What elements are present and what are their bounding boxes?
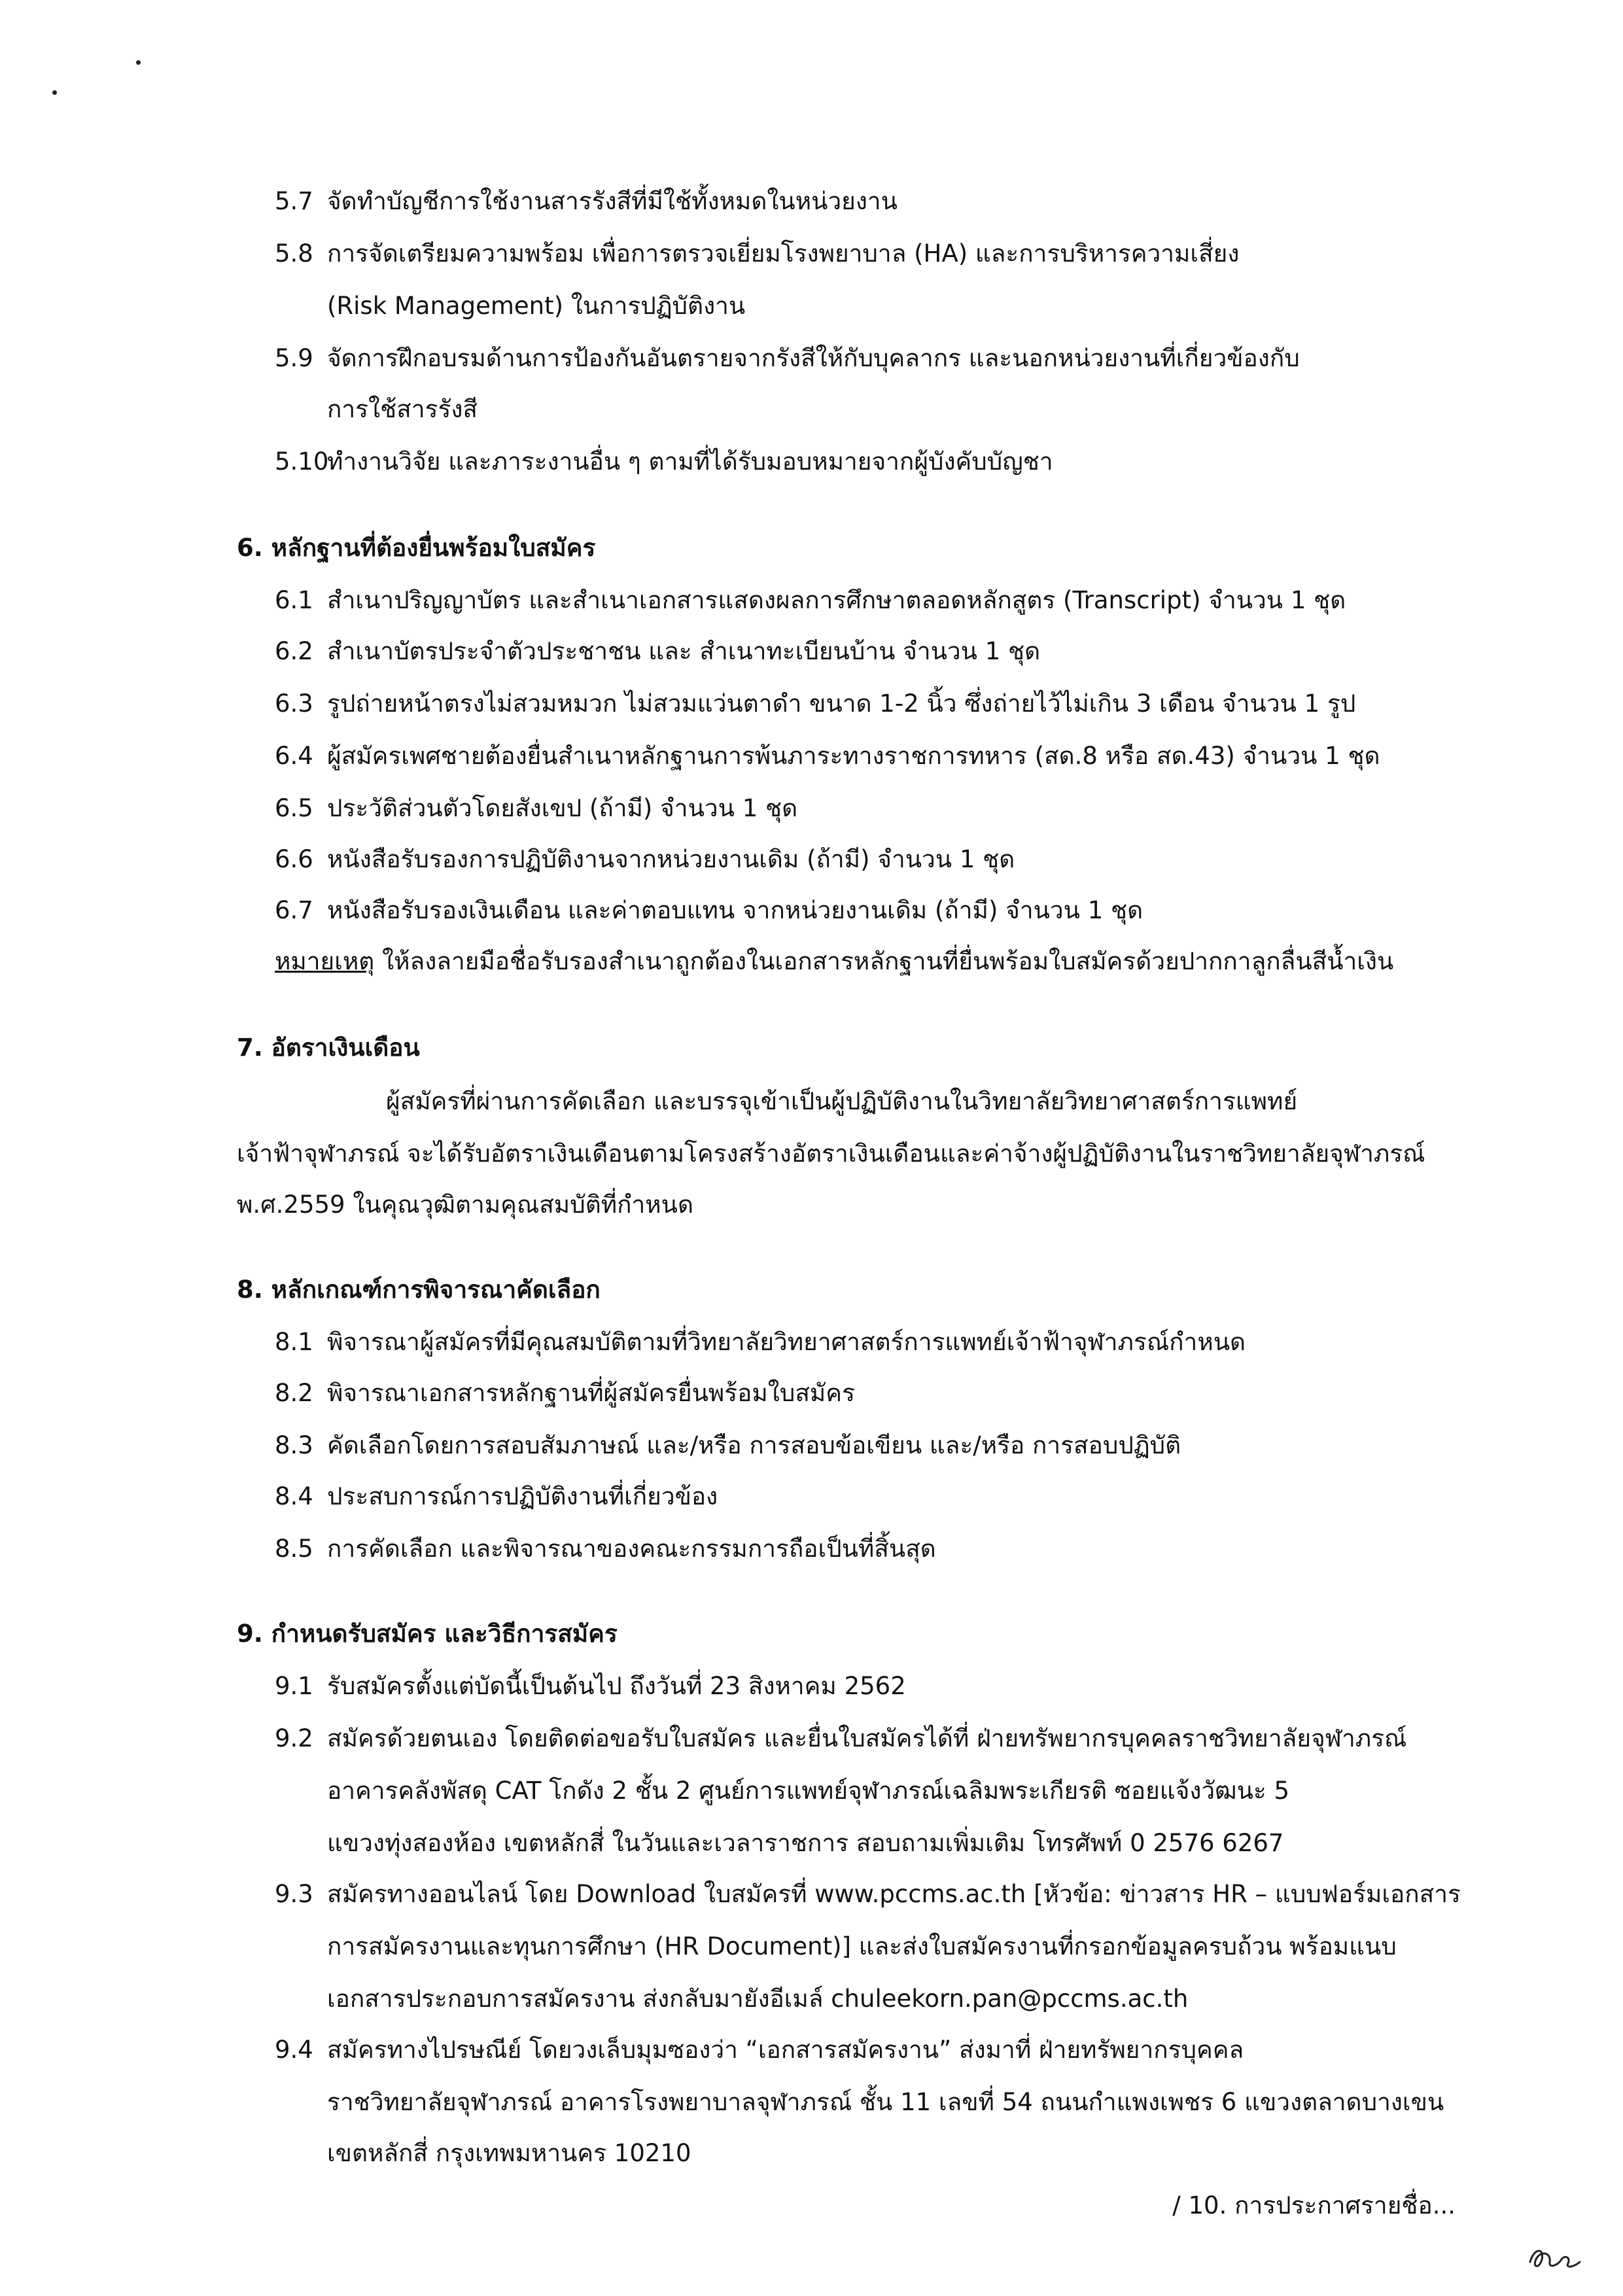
note-text: ให้ลงลายมือชื่อรับรองสำเนาถูกต้องในเอกสารหลักฐานที่ยื่นพร้อมใบสมัครด้วยปากกาลูกลื่นสีน้ำเงิน bbox=[374, 947, 1394, 975]
scan-speck bbox=[52, 90, 57, 95]
initials-signature-icon bbox=[1525, 2236, 1584, 2275]
document-page: 5.7 จัดทำบัญชีการใช้งานสารรังสีที่มีใช้ทั้งหมดในหน่วยงาน 5.8 การจัดเตรียมความพร้อม เพื่อการตรวจเยี่ยมโรงพยาบาล (HA) และการบริหารความเสี่ยง (Risk Management) ในการปฏิบัติงาน 5.9 จัดการฝึกอบรมด้านการป้องกันอันตรายจากรังสีให้กับบุคลากร และนอกหน่วยงานที่เกี่ยวข้องกับ การใช้สารรังสี 5.10 ทำงานวิจัย และภาระงานอื่น ๆ ตามที่ได้รับมอบหมายจากผู้บังคับบัญชา 6. หลักฐานที่ต้องยื่นพร้อมใบสมัคร 6.1 สำเนาปริญญาบัตร และสำเนาเอกสารแสดงผลการศึกษาตลอดหลักสูตร (Transcript) จำนวน 1 ชุด 6.2 สำเนาบัตรประจำตัวประชาชน และ สำเนาทะเบียนบ้าน จำนวน 1 ชุด 6.3 รูปถ่ายหน้าตรงไม่สวมหมวก ไม่สวมแว่นตาดำ ขนาด 1-2 นิ้ว ซึ่งถ่ายไว้ไม่เกิน 3 เดือน จำนวน 1 รูป 6.4 ผู้สมัครเพศชายต้องยื่นสำเนาหลักฐานการพ้นภาระทางราชการทหาร (สด.8 หรือ สด.43) จำนวน 1 ชุด 6.5 ประวัติส่วนตัวโดยสังเขป (ถ้ามี) จำนวน 1 ชุด 6.6 หนังสือรับรองการปฏิบัติงานจากหน่วยงานเดิม (ถ้ามี) จำนวน 1 ชุด 6.7 หนังสือรับรองเงินเดือน และค่าตอบแทน จากหน่วยงานเดิม (ถ้ามี) จำนวน 1 ชุด หมายเหตุ ให้ลงลายมือชื่อรับรองสำเนาถูกต้องในเอกสารหลักฐานที่ยื่นพร้อมใบสมัครด้วยปากกาลูกลื่นสีน้ำเงิน 7. อัตราเงินเดือน ผู้สมัครที่ผ่านการคัดเลือก และบรรจุเข้าเป็นผู้ปฏิบัติงานในวิทยาลัยวิทยาศาสตร์การแพทย์ เจ้าฟ้าจุฬาภรณ์ จะได้รับอัตราเงินเดือนตามโครงสร้างอัตราเงินเดือนและค่าจ้างผู้ปฏิบัติงานในราชวิทยาลัยจุฬาภรณ์ พ.ศ.2559 ในคุณวุฒิตามคุณสมบัติที่กำหนด 8. หลักเกณฑ์การพิจารณาคัดเลือก 8.1 พิจารณาผู้สมัครที่มีคุณสมบัติตามที่วิทยาลัยวิทยาศาสตร์การแพทย์เจ้าฟ้าจุฬาภรณ์กำหนด 8.2 พิจารณาเอกสารหลักฐานที่ผู้สมัครยื่นพร้อมใบสมัคร 8.3 คัดเลือกโดยการสอบสัมภาษณ์ และ/หรือ การสอบข้อเขียน และ/หรือ การสอบปฏิบัติ 8.4 ประสบการณ์การปฏิบัติงานที่เกี่ยวข้อง 8.5 การคัดเลือก และพิจารณาของคณะกรรมการถือเป็นที่สิ้นสุด 9. กำหนดรับสมัคร และวิธีการสมัคร 9.1 รับสมัครตั้งแต่บัดนี้เป็นต้นไป ถึงวันที่ 23 สิงหาคม 2562 9.2 สมัครด้วยตนเอง โดยติดต่อขอรับใบสมัคร และยื่นใบสมัครได้ที่ ฝ่ายทรัพยากรบุคคลราชวิทยาลัยจุฬาภรณ์ อาคารคลังพัสดุ CAT โกดัง 2 ชั้น 2 ศูนย์การแพทย์จุฬาภรณ์เฉลิมพระเกียรติ ซอยแจ้งวัฒนะ 5 แขวงทุ่งสองห้อง เขตหลักสี่ ในวันและเวลาราชการ สอบถามเพิ่มเติม โทรศัพท์ 0 2576 6267 9.3 สมัครทางออนไลน์ โดย Download ใบสมัครที่ www.pccms.ac.th [หัวข้อ: ข่าวสาร HR – แบบฟอร์มเอกสาร การสมัครงานและทุนการศึกษา (HR Document)] และส่งใบสมัครงานที่กรอกข้อมูลครบถ้วน พร้อมแนบ เอกสารประกอบการสมัครงาน ส่งกลับมายังอีเมล์ chuleekorn.pan@pccms.ac.th 9.4 สมัครทางไปรษณีย์ โดยวงเล็บมุมซองว่า “เอกสารสมัครงาน” ส่งมาที่ ฝ่ายทรัพยากรบุคคล ราชวิทยาลัยจุฬาภรณ์ อาคารโรงพยาบาลจุฬาภรณ์ ชั้น 11 เลขที่ 54 ถนนกำแพงเพชร 6 แขวงตลาดบางเขน เขตหลักสี่ กรุงเทพมหานคร 10210 / 10. การประกาศรายชื่อ... bbox=[0, 0, 1623, 2296]
scan-speck bbox=[136, 60, 141, 65]
note-label: หมายเหตุ bbox=[275, 947, 375, 975]
continuation-note: / 10. การประกาศรายชื่อ... bbox=[1172, 2191, 1456, 2219]
